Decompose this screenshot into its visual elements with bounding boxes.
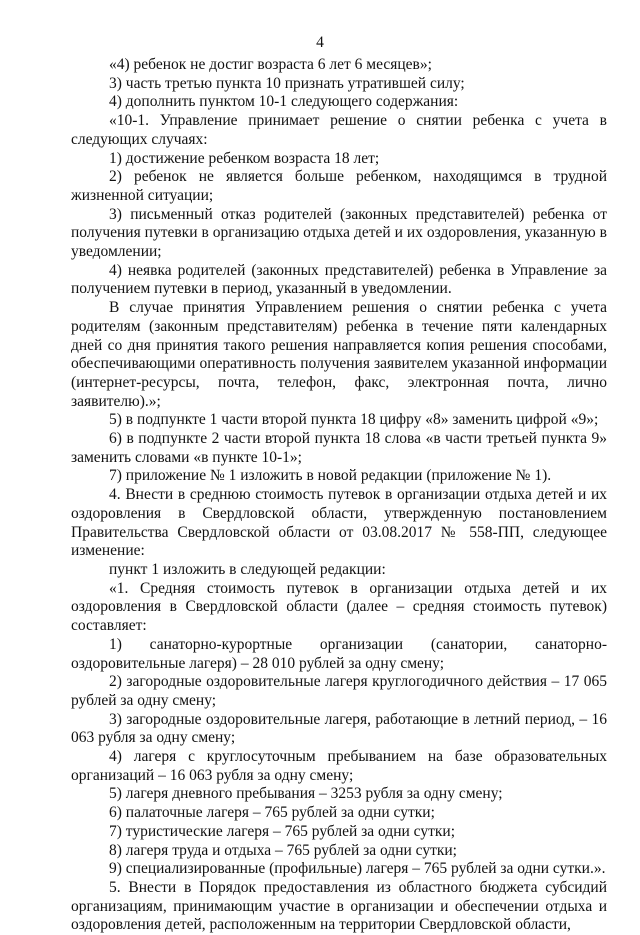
- paragraph: 2) ребенок не является больше ребенком, находящимся в трудной жизненной ситуации;: [71, 168, 607, 204]
- paragraph: 2) загородные оздоровительные лагеря круглогодичного действия – 17 065 рублей за одну смену;: [71, 673, 607, 709]
- paragraph: 4. Внести в среднюю стоимость путевок в организации отдыха детей и их оздоровления в Свердловской области, утвержденную постановлением Правительства Свердловской области от 03.08.2017 № 558-ПП, следующее изменение:: [71, 486, 607, 560]
- paragraph: 5) в подпункте 1 части второй пункта 18 цифру «8» заменить цифрой «9»;: [109, 411, 599, 429]
- paragraph: 8) лагеря труда и отдыха – 765 рублей за одни сутки;: [109, 841, 457, 859]
- paragraph: «1. Средняя стоимость путевок в организации отдыха детей и их оздоровления в Свердловской области (далее – средняя стоимость путевок) составляет:: [71, 579, 607, 635]
- paragraph: пункт 1 изложить в следующей редакции:: [109, 560, 386, 578]
- paragraph: 7) туристические лагеря – 765 рублей за одни сутки;: [109, 822, 456, 840]
- paragraph: 7) приложение № 1 изложить в новой редакции (приложение № 1).: [109, 467, 552, 485]
- paragraph: 6) в подпункте 2 части второй пункта 18 слова «в части третьей пункта 9» заменить словами «в пункте 10-1»;: [71, 430, 607, 466]
- paragraph: 3) загородные оздоровительные лагеря, работающие в летний период, – 16 063 рубля за одну смену;: [71, 710, 607, 747]
- page-number: 4: [316, 34, 324, 51]
- paragraph: 9) специализированные (профильные) лагеря – 765 рублей за одни сутки.».: [109, 860, 606, 878]
- paragraph: 6) палаточные лагеря – 765 рублей за одни сутки;: [109, 804, 435, 822]
- paragraph: 5. Внести в Порядок предоставления из областного бюджета субсидий организациям, принимающим участие в организации и обеспечении отдыха и оздоровления детей, расположенным на территории Свердловской области,: [71, 878, 607, 934]
- paragraph: 4) неявка родителей (законных представителей) ребенка в Управление за получением путевки в период, указанный в уведомлении.: [71, 261, 607, 298]
- paragraph: 4) лагеря с круглосуточным пребыванием на базе образовательных организаций – 16 063 рубля за одну смену;: [71, 748, 607, 784]
- paragraph: 5) лагеря дневного пребывания – 3253 рубля за одну смену;: [109, 785, 503, 803]
- paragraph: 1) достижение ребенком возраста 18 лет;: [109, 149, 380, 167]
- document-body: [71, 56, 607, 935]
- paragraph: В случае принятия Управлением решения о снятии ребенка с учета родителям (законным представителям) ребенка в течение пяти календарных дней со дня принятия такого решения направляется копия решения способами, обеспечивающими оперативность получения заявителем указанной информации (интернет-ресурсы, почта, телефон, факс, электронная почта, лично заявителю).»;: [71, 299, 607, 410]
- paragraph: «10-1. Управление принимает решение о снятии ребенка с учета в следующих случаях:: [71, 112, 607, 148]
- paragraph: 1) санаторно-курортные организации (санатории, санаторно-оздоровительные лагеря) – 28 010 рублей за одну смену;: [71, 635, 607, 672]
- paragraph: 4) дополнить пунктом 10-1 следующего содержания:: [109, 93, 459, 111]
- paragraph: 3) часть третью пункта 10 признать утратившей силу;: [109, 74, 465, 92]
- paragraph: 3) письменный отказ родителей (законных представителей) ребенка от получения путевки в организацию отдыха детей и их оздоровления, указанную в уведомлении;: [71, 205, 607, 261]
- paragraph: «4) ребенок не достиг возраста 6 лет 6 месяцев»;: [109, 56, 432, 73]
